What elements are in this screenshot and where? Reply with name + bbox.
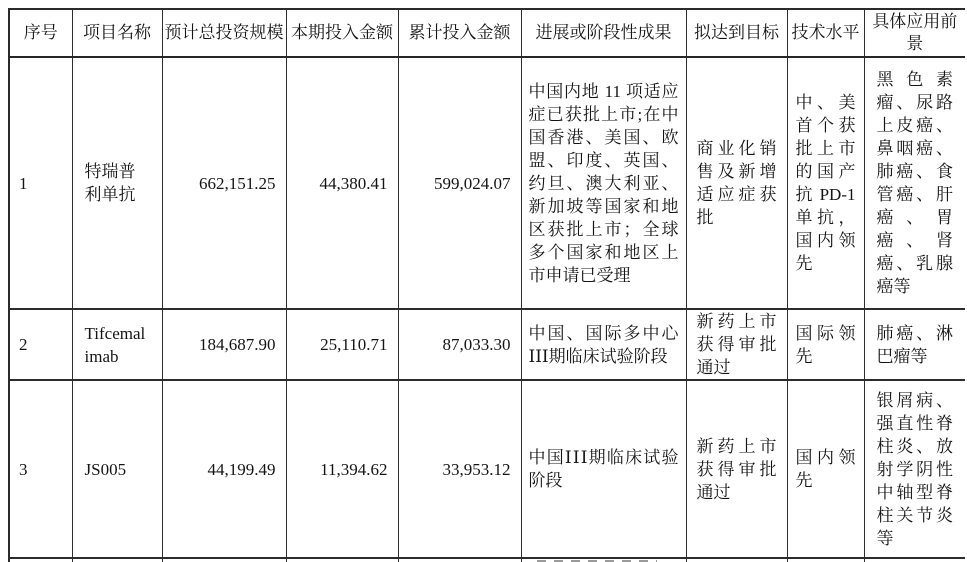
- cell-tech-level: 国际领先: [787, 309, 864, 380]
- cell-project-name: JS005: [72, 380, 162, 558]
- cell-tech-level: 国内领先: [787, 380, 864, 558]
- cell-progress: 中国内地 11 项适应症已获批上市;在中国香港、美国、欧盟、印度、英国、约旦、澳大利亚、新加坡等国家和地区获批上市；全球多个国家和地区上市申请已受理: [521, 57, 686, 309]
- table-row: [9, 309, 965, 380]
- table-row-partial: [9, 558, 965, 562]
- cell-tech-level: 中、美首个获批上市的国产抗PD-1单抗，国内领先: [787, 57, 864, 309]
- cell-current-investment: 11,394.62: [286, 380, 398, 558]
- investment-projects-document: [8, 8, 965, 562]
- cell-cumulative-investment: 599,024.07: [398, 57, 521, 309]
- col-header-tech-level: 技术水平: [787, 9, 864, 57]
- cell-index: [9, 558, 72, 562]
- cell-index: 1: [9, 57, 72, 309]
- cell-project-name: Tifcemalimab: [72, 309, 162, 380]
- cell-progress: 中国、国际多中心ⅠⅠⅠ期临床试验阶段: [521, 309, 686, 380]
- cell-total-investment: [162, 558, 286, 562]
- col-header-progress: 进展或阶段性成果: [521, 9, 686, 57]
- cell-application: 肺癌、淋巴瘤等: [864, 309, 965, 380]
- col-header-goal: 拟达到目标: [686, 9, 787, 57]
- cell-application: 银屑病、强直性脊柱炎、放射学阴性中轴型脊柱关节炎等: [864, 380, 965, 558]
- cell-application: [864, 558, 965, 562]
- col-header-total-investment: 预计总投资规模: [162, 9, 286, 57]
- cell-current-investment: 44,380.41: [286, 57, 398, 309]
- cell-cumulative-investment: 87,033.30: [398, 309, 521, 380]
- cell-goal: 新药上市获得审批通过: [686, 380, 787, 558]
- cell-goal: 新药上市获得审批通过: [686, 309, 787, 380]
- cell-current-investment: [286, 558, 398, 562]
- cell-cumulative-investment: [398, 558, 521, 562]
- cell-total-investment: 184,687.90: [162, 309, 286, 380]
- cell-total-investment: 44,199.49: [162, 380, 286, 558]
- col-header-cumulative-investment: 累计投入金额: [398, 9, 521, 57]
- cell-progress: 中国ⅠⅠⅠ期临床试验阶段: [521, 380, 686, 558]
- cell-project-name: [72, 558, 162, 562]
- cell-goal: 商业化销售及新增适应症获批: [686, 57, 787, 309]
- cell-index: 3: [9, 380, 72, 558]
- cell-total-investment: 662,151.25: [162, 57, 286, 309]
- cell-cumulative-investment: 33,953.12: [398, 380, 521, 558]
- cell-current-investment: 25,110.71: [286, 309, 398, 380]
- cell-progress: [521, 558, 686, 562]
- cell-project-name: 特瑞普利单抗: [72, 57, 162, 309]
- col-header-index: 序号: [9, 9, 72, 57]
- projects-table: [8, 8, 965, 562]
- cell-index: 2: [9, 309, 72, 380]
- col-header-current-investment: 本期投入金额: [286, 9, 398, 57]
- cell-application: 黑色素瘤、尿路上皮癌、鼻咽癌、肺癌、食管癌、肝癌、胃癌、肾癌、乳腺癌等: [864, 57, 965, 309]
- header-row: [9, 9, 965, 57]
- cell-tech-level: [787, 558, 864, 562]
- col-header-project-name: 项目名称: [72, 9, 162, 57]
- table-row: [9, 380, 965, 558]
- col-header-application: 具体应用前景: [864, 9, 965, 57]
- table-row: [9, 57, 965, 309]
- cell-goal: [686, 558, 787, 562]
